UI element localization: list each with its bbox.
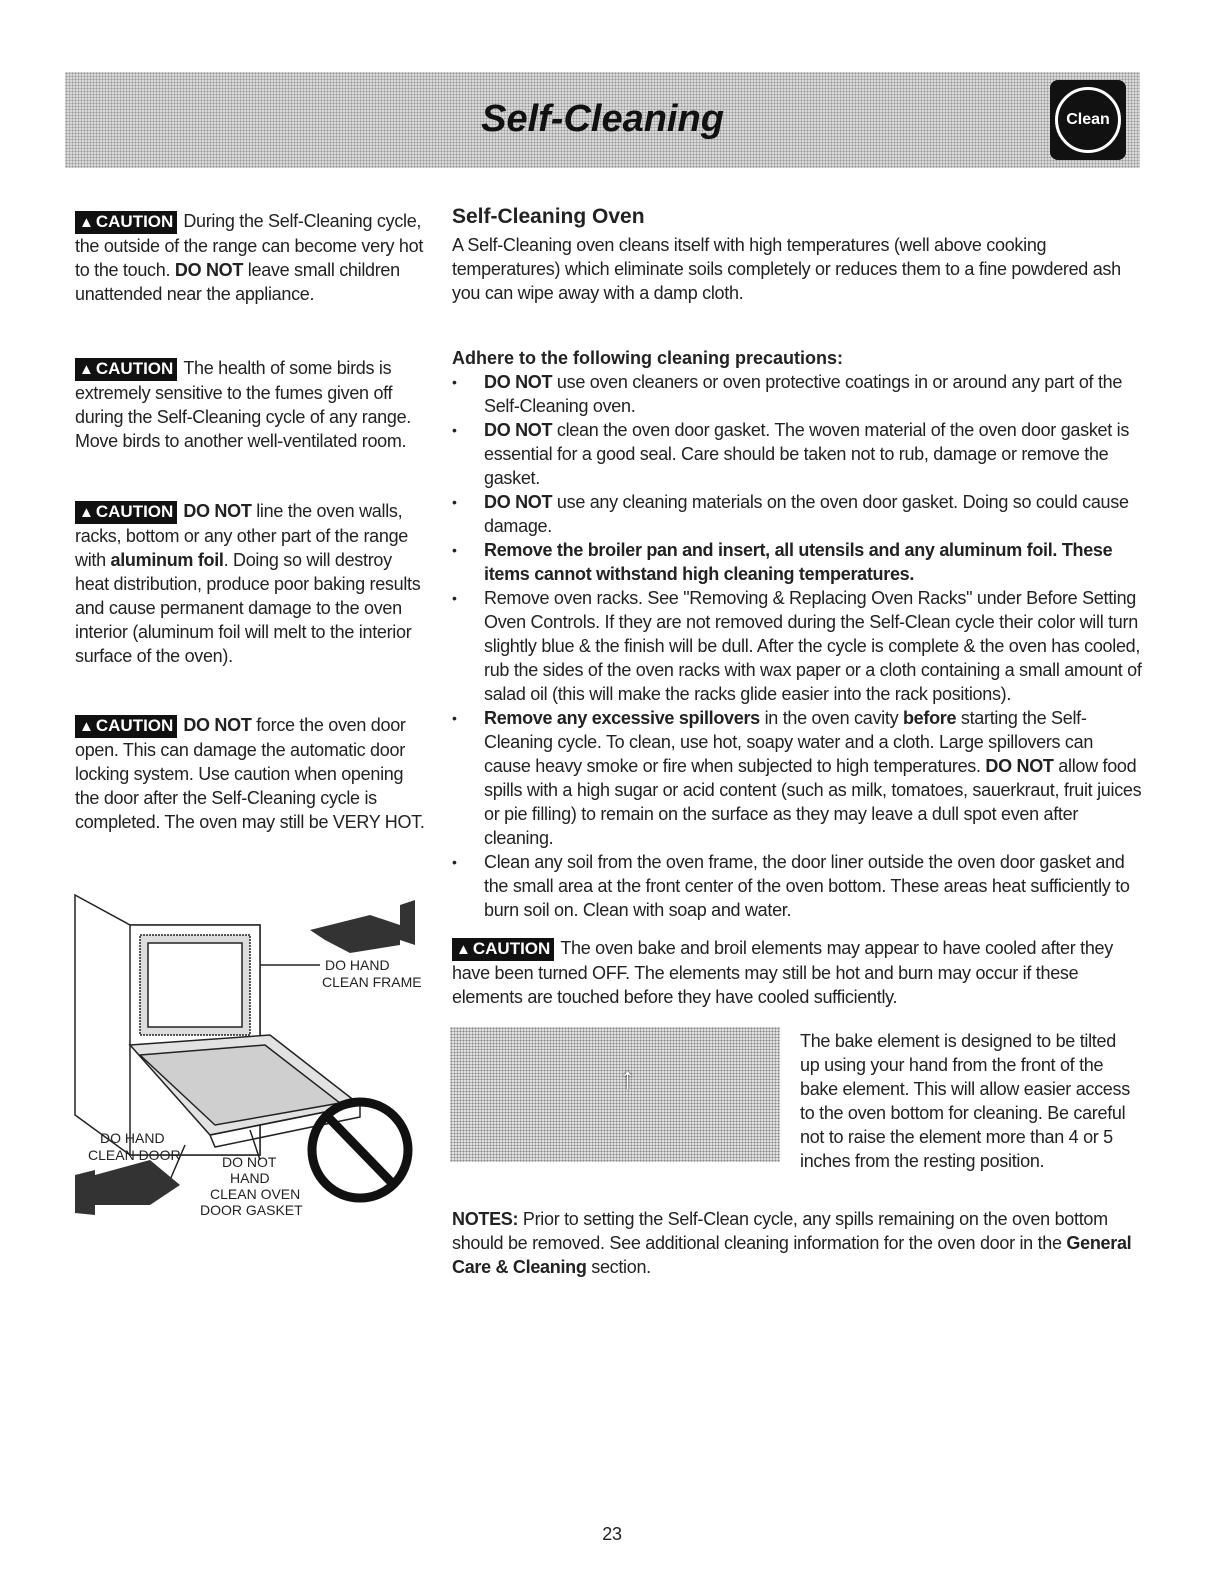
hand-icon xyxy=(310,900,415,953)
caution-badge: ▲ CAUTION xyxy=(75,501,177,524)
self-cleaning-oven-section xyxy=(452,204,1142,1009)
intro-paragraph: A Self-Cleaning oven cleans itself with high temperatures (well above cooking temperatures) which eliminate soils completely or reduces them to a fine powdered ash you can wipe away with a damp cloth. xyxy=(452,235,1121,303)
oven-cleaning-illustration xyxy=(70,885,430,1225)
list-item: • DO NOT use oven cleaners or oven protective coatings in or around any part of the Self-Cleaning oven. xyxy=(448,370,1142,418)
list-item: • Remove the broiler pan and insert, all utensils and any aluminum foil. These items cannot withstand high cleaning temperatures. xyxy=(448,538,1142,586)
caution-hot-exterior: ▲ CAUTION During the Self-Cleaning cycle, the outside of the range can become very hot to the touch. DO NOT leave small children unattended near the appliance. xyxy=(75,211,424,304)
list-item: • Remove oven racks. See "Removing & Replacing Oven Racks" under Before Setting Oven Controls. If they are not removed during the Self-Clean cycle their color will turn slightly blue & the finish will be dull. After the cycle is complete & the oven has cooled, rub the sides of the oven racks with wax paper or a cloth containing a small amount of salad oil (this will make the racks glide easier into the rack positions). xyxy=(448,586,1142,706)
section-banner xyxy=(65,72,1140,168)
label-frame-2: CLEAN FRAME xyxy=(322,974,422,990)
notes-paragraph: NOTES: Prior to setting the Self-Clean cycle, any spills remaining on the oven bottom should be removed. See additional cleaning information for the oven door in the General Care & Cleaning section. xyxy=(452,1209,1132,1277)
caution-aluminum-foil: ▲ CAUTION DO NOT line the oven walls, racks, bottom or any other part of the range with aluminum foil. Doing so will destroy heat distribution, produce poor baking results and cause permanent damage to the oven interior (aluminum foil will melt to the interior surface of the oven). xyxy=(75,501,421,666)
clean-icon xyxy=(1050,80,1126,160)
list-item: • Clean any soil from the oven frame, the door liner outside the oven door gasket and the small area at the front center of the oven bottom. These areas heat sufficiently to burn soil on. Clean with soap and water. xyxy=(448,850,1142,922)
label-door-2: CLEAN DOOR xyxy=(88,1147,181,1163)
list-item: • DO NOT clean the oven door gasket. The woven material of the oven door gasket is essential for a good seal. Care should be taken not to rub, damage or remove the gasket. xyxy=(448,418,1142,490)
caution-badge: ▲ CAUTION xyxy=(75,715,177,738)
bake-element-note: The bake element is designed to be tilted up using your hand from the front of the bake element. This will allow easier access to the oven bottom for cleaning. Be careful not to raise the element more than 4 or 5 inches from the resting position. xyxy=(800,1031,1130,1171)
precautions-heading: Adhere to the following cleaning precautions: xyxy=(452,348,844,368)
section-title: Self-Cleaning xyxy=(481,98,724,140)
caution-birds: ▲ CAUTION The health of some birds is extremely sensitive to the fumes given off during the Self-Cleaning cycle of any range. Move birds to another well-ventilated room. xyxy=(75,358,412,451)
label-door-1: DO HAND xyxy=(100,1130,165,1146)
section-heading: Self-Cleaning Oven xyxy=(452,205,645,228)
label-gasket-1: DO NOT xyxy=(222,1154,277,1170)
label-gasket-4: DOOR GASKET xyxy=(200,1202,303,1218)
warning-icon: ▲ xyxy=(456,941,471,958)
clean-badge-label: Clean xyxy=(1066,111,1110,128)
hand-icon xyxy=(75,1160,180,1215)
precautions-list xyxy=(448,370,1142,922)
list-item: • Remove any excessive spillovers in the oven cavity before starting the Self-Cleaning cycle. To clean, use hot, soapy water and a cloth. Large spillovers can cause heavy smoke or fire when subjected to high temperatures. DO NOT allow food spills with a high sugar or acid content (such as milk, tomatoes, sauerkraut, fruit juices or pie filling) to remain on the surface as they may leave a dull spot even after cleaning. xyxy=(448,706,1142,850)
warning-icon: ▲ xyxy=(79,214,94,231)
warning-icon: ▲ xyxy=(79,504,94,521)
bake-element-photo xyxy=(450,1027,780,1162)
label-gasket-3: CLEAN OVEN xyxy=(210,1186,301,1202)
list-item: • DO NOT use any cleaning materials on the oven door gasket. Doing so could cause damage. xyxy=(448,490,1142,538)
warning-icon: ▲ xyxy=(79,361,94,378)
caution-badge: ▲ CAUTION xyxy=(75,211,177,234)
label-gasket-2: HAND xyxy=(230,1170,270,1186)
caution-badge: ▲ CAUTION xyxy=(452,938,554,961)
caution-elements-hot: ▲ CAUTION The oven bake and broil elements may appear to have cooled after they have been turned OFF. The elements may still be hot and burn may occur if these elements are touched before they have cooled sufficiently. xyxy=(452,938,1113,1007)
warning-icon: ▲ xyxy=(79,718,94,735)
label-frame-1: DO HAND xyxy=(325,957,390,973)
arrow-up-icon: ↑ xyxy=(620,1062,635,1095)
caution-door-lock: ▲ CAUTION DO NOT force the oven door open. This can damage the automatic door locking system. Use caution when opening the door after the Self-Cleaning cycle is completed. The oven may still be VERY HOT. xyxy=(75,715,425,832)
page-number: 23 xyxy=(602,1524,622,1544)
caution-badge: ▲ CAUTION xyxy=(75,358,177,381)
